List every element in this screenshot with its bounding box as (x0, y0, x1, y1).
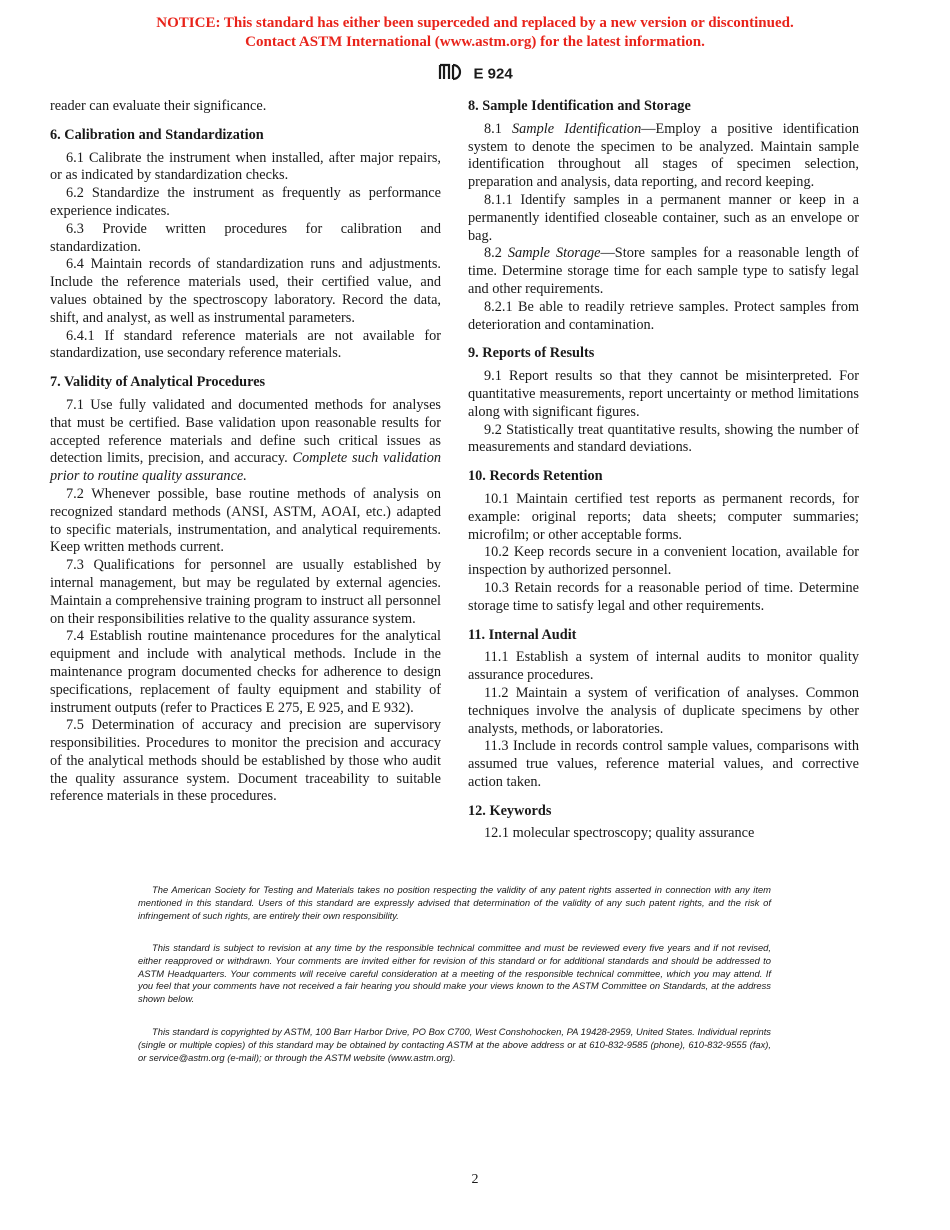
paragraph-10-2: 10.2 Keep records secure in a convenient location, available for inspection by authorized personnel. (468, 544, 859, 579)
paragraph-8-1-term: Sample Identification (512, 120, 642, 137)
paragraph-7-1-text: 7.1 Use fully validated and documented methods for analyses that must be certified. Base validation upon reasonable results for accepted reference materials and define such critical issues as detection limits, precision, and accuracy. (50, 396, 441, 467)
paragraph-10-3: 10.3 Retain records for a reasonable period of time. Determine storage time to satisfy legal and other requirements. (468, 579, 859, 614)
paragraph-11-3: 11.3 Include in records control sample values, comparisons with assumed true values, reference material values, and corrective action taken. (468, 738, 859, 790)
paragraph-8-2-1: 8.2.1 Be able to readily retrieve samples. Protect samples from deterioration and contamination. (468, 298, 859, 333)
paragraph-6-3: 6.3 Provide written procedures for calibration and standardization. (50, 220, 441, 255)
paragraph-7-4: 7.4 Establish routine maintenance procedures for the analytical equipment and include with analytical methods. Include in the maintenance program documented checks for adherence to design specifications, replacement of faulty equipment and stability of instrument outputs (refer to Practices E 275, E 925, and E 932). (50, 628, 441, 716)
designation-code: E 924 (473, 65, 513, 83)
section-7-heading: 7. Validity of Analytical Procedures (50, 374, 266, 391)
notice-line-2: Contact ASTM International (www.astm.org) for the latest information. (245, 34, 705, 50)
paragraph-9-1: 9.1 Report results so that they cannot be misinterpreted. For quantitative measurements, report uncertainty or method limitations along with significant figures. (468, 368, 859, 420)
notice-line-1: NOTICE: This standard has either been superceded and replaced by a new version or discontinued. (156, 15, 794, 31)
paragraph-8-2 (468, 245, 859, 298)
paragraph-8-2-text: —Store samples for a reasonable length of time. Determine storage time for each sample type to satisfy legal and other requirements. (468, 245, 859, 297)
footer-patent-note (138, 884, 771, 922)
footer-revision-text: This standard is subject to revision at any time by the responsible technical committee and must be reviewed every five years and if not revised, either reapproved or withdrawn. Your comments are invited either for revision of this standard or for additional standards and should be addressed to ASTM Headquarters. Your comments will receive careful consideration at a meeting of the responsible technical committee, which you may attend. If you feel that your comments have not received a fair hearing you should make your views known to the ASTM Committee on Standards, at the address shown below. (138, 942, 771, 1005)
section-11-heading: 11. Internal Audit (468, 626, 577, 643)
footer-copyright-note (138, 1026, 771, 1064)
paragraph-6-4: 6.4 Maintain records of standardization runs and adjustments. Include the reference materials used, their certified value, and values obtained by the spectroscopy laboratory. Record the data, shift, and analyst, as well as instrumental parameters. (50, 256, 441, 326)
footer-copyright-text: This standard is copyrighted by ASTM, 100 Barr Harbor Drive, PO Box C700, West Conshohocken, PA 19428-2959, United States. Individual reprints (single or multiple copies) of this standard may be obtained by contacting ASTM at the above address or at 610-832-9585 (phone), 610-832-9555 (fax), or service@astm.org (e-mail); or through the ASTM website (www.astm.org). (138, 1026, 771, 1063)
paragraph-7-2: 7.2 Whenever possible, base routine methods of analysis on recognized standard methods (ANSI, ASTM, AOAI, etc.) adapted to specific materials, instrumentation, and analytical requirements. Keep written methods current. (50, 485, 441, 556)
paragraph-9-2: 9.2 Statistically treat quantitative results, showing the number of measurements and standard deviations. (468, 421, 859, 456)
paragraph-8-1 (468, 121, 859, 192)
footer-patent-text: The American Society for Testing and Materials takes no position respecting the validity of any patent rights asserted in connection with any item mentioned in this standard. Users of this standard are expressly advised that determination of the validity of any such patent rights, and the risk of infringement of such rights, are entirely their own responsibility. (138, 884, 771, 921)
paragraph-8-1-text: —Employ a positive identification system to denote the specimen to be analyzed. Maintain sample identification throughout all stages of specimen selection, preparation and analysis, data reporting, and record keeping. (468, 120, 859, 191)
section-9-heading: 9. Reports of Results (468, 345, 595, 362)
astm-logo-icon (437, 63, 463, 85)
footer-revision-note (138, 942, 771, 1006)
paragraph-7-5: 7.5 Determination of accuracy and precision are supervisory responsibilities. Procedures to monitor the precision and accuracy of the analytical methods should be established by those who audit the quality assurance system. Document traceability to suitable reference materials in these procedures. (50, 717, 441, 805)
paragraph-6-2: 6.2 Standardize the instrument as frequently as performance experience indicates. (50, 185, 441, 219)
paragraph-6-1: 6.1 Calibrate the instrument when installed, after major repairs, or as indicated by standardization checks. (50, 149, 441, 184)
paragraph-8-2-term: Sample Storage (507, 245, 601, 262)
paragraph-8-2-number: 8.2 (484, 245, 508, 262)
paragraph-10-1: 10.1 Maintain certified test reports as permanent records, for example: original reports; data sheets; computer summaries; microfilm; or other acceptable forms. (468, 490, 859, 543)
document-header (0, 63, 950, 85)
paragraph-7-1-emphasis: Complete such validation prior to routine quality assurance. (50, 450, 441, 485)
section-10-heading: 10. Records Retention (468, 468, 603, 485)
right-column (468, 98, 859, 843)
page-number: 2 (471, 1172, 479, 1187)
paragraph-7-3: 7.3 Qualifications for personnel are usually established by internal management, but may be regulated by external agencies. Maintain a comprehensive training program to instruct all personnel on their responsibilities relative to the quality assurance system. (50, 557, 441, 627)
paragraph-7-1 (50, 397, 441, 486)
left-column (50, 98, 441, 806)
section-6-heading: 6. Calibration and Standardization (50, 126, 264, 143)
paragraph-11-2: 11.2 Maintain a system of verification of analyses. Common techniques involve the analysis of duplicate specimens by other analysts, methods, or laboratories. (468, 684, 859, 737)
paragraph-8-1-1: 8.1.1 Identify samples in a permanent manner or keep in a permanently identified closeable container, such as an envelope or bag. (468, 191, 859, 244)
paragraph-11-1: 11.1 Establish a system of internal audits to monitor quality assurance procedures. (468, 649, 859, 684)
paragraph-8-1-number: 8.1 (484, 120, 512, 137)
paragraph-6-4-1: 6.4.1 If standard reference materials are not available for standardization, use secondary reference materials. (50, 327, 441, 362)
paragraph-12-1: 12.1 molecular spectroscopy; quality assurance (484, 825, 755, 842)
section-8-heading: 8. Sample Identification and Storage (468, 98, 691, 114)
section-12-heading: 12. Keywords (468, 802, 552, 819)
notice-banner (0, 14, 950, 52)
carry-over-text: reader can evaluate their significance. (50, 98, 267, 114)
